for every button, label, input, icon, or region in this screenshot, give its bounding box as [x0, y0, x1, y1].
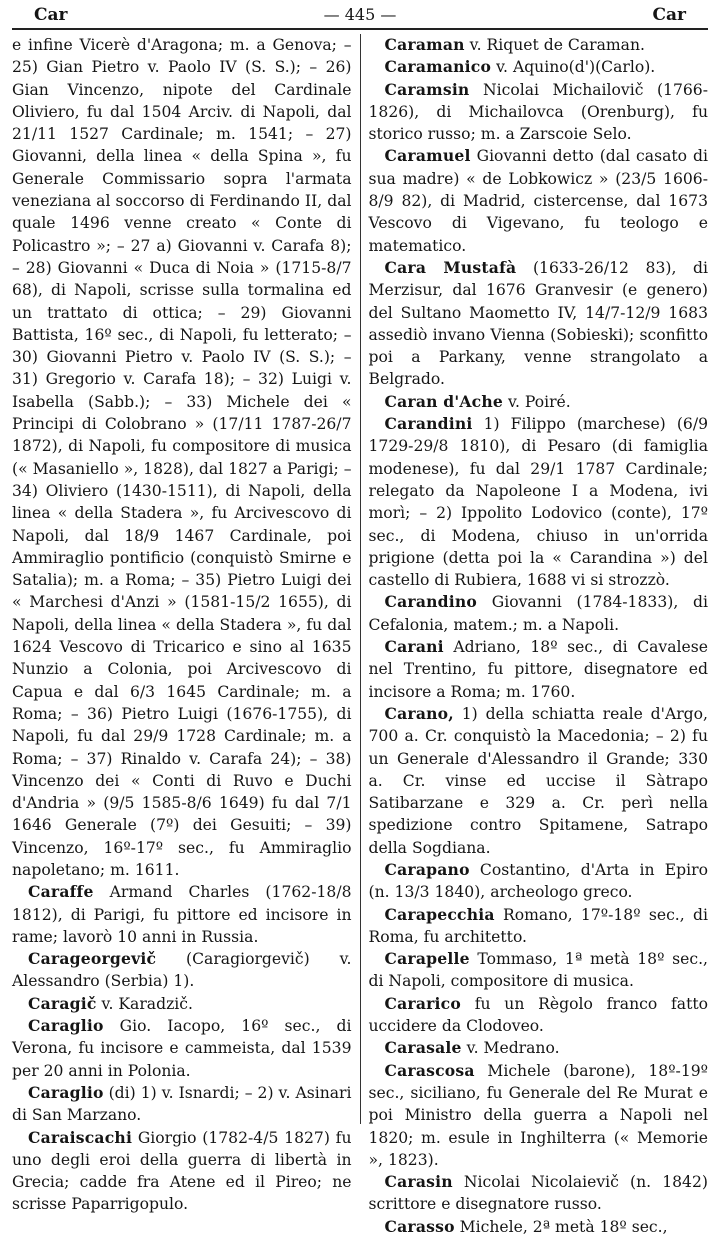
entry-headword: Carapelle	[384, 949, 470, 969]
entry-text: Adriano, 18º sec., di Cavalese nel Trentino, fu pittore, disegnatore ed incisore a Roma; m. 1760.	[368, 638, 708, 701]
header-left-keyword: Car	[34, 5, 68, 25]
entry-headword: Carapecchia	[384, 904, 495, 924]
entry-text: Gio. Iacopo, 16º sec., di Verona, fu incisore e cammeista, dal 1539 per 20 anni in Polonia.	[12, 1017, 352, 1080]
entry-headword: Caraiscachi	[28, 1127, 133, 1147]
entry-text: Costantino, d'Arta in Epiro (n. 13/3 1840), archeologo greco.	[368, 860, 708, 902]
dictionary-entry	[12, 993, 352, 1015]
dictionary-entry	[369, 413, 709, 591]
entry-headword: Carani	[384, 637, 444, 657]
entry-headword: Caraman	[384, 35, 465, 54]
entry-headword: Caramuel	[384, 146, 471, 166]
dictionary-entry	[369, 591, 709, 636]
dictionary-entry	[12, 34, 352, 881]
columns	[12, 34, 708, 1236]
entry-text: v. Karadzič.	[96, 994, 193, 1013]
entry-headword: Cararico	[384, 993, 461, 1013]
entry-text: 1) della schiatta reale d'Argo, 700 a. Cr. conquistò la Macedonia; – 2) fu un Generale d'Alessandro il Grande; 330 a. Cr. vinse ed uccise il Sàtrapo Satibarzane e 329 a. Cr. perì nella spedizione contro Spitamene, Satrapo della Sogdiana.	[368, 704, 708, 857]
entry-headword: Carageorgevič	[28, 949, 157, 969]
dictionary-entry	[369, 145, 709, 256]
entry-headword: Caraffe	[28, 882, 94, 902]
dictionary-entry	[369, 391, 709, 413]
entry-headword: Carasso	[384, 1216, 455, 1236]
entry-headword: Carano,	[384, 703, 454, 723]
dictionary-entry	[12, 1082, 352, 1127]
entry-text: Michele, 2ª metà 18º sec.,	[454, 1217, 668, 1236]
entry-headword: Carasin	[384, 1172, 453, 1192]
dictionary-entry	[369, 993, 709, 1038]
page-number: — 445 —	[323, 5, 397, 24]
entry-text: v. Medrano.	[461, 1039, 560, 1058]
dictionary-entry	[369, 703, 709, 859]
header-rule	[12, 28, 708, 30]
entry-text: Michele (barone), 18º-19º sec., siciliano, fu Generale del Re Murat e poi Ministro della guerra a Napoli nel 1820; m. esule in Inghilterra (« Memorie », 1823).	[368, 1061, 708, 1169]
entry-headword: Carasale	[384, 1038, 462, 1058]
dictionary-entry	[369, 56, 709, 78]
dictionary-entry	[369, 904, 709, 949]
entry-headword: Caramsin	[384, 79, 470, 99]
dictionary-entry	[369, 257, 709, 391]
entry-headword: Caraglio	[28, 1016, 104, 1036]
entry-headword: Carascosa	[384, 1060, 475, 1080]
dictionary-entry	[369, 1171, 709, 1216]
entry-text: (1633-26/12 83), di Merzisur, dal 1676 Granvesir (e genero) del Sultano Maometto IV, 14/7-12/9 1683 assediò invano Vienna (Sobieski); sconfitto poi a Parkany, venne strangolato a Belgrado.	[368, 258, 708, 389]
entry-text: v. Riquet de Caraman.	[464, 36, 645, 54]
entry-text: v. Poiré.	[503, 392, 571, 411]
entry-text: v. Aquino(d')(Carlo).	[491, 58, 656, 77]
dictionary-entry	[12, 948, 352, 993]
dictionary-entry	[12, 1015, 352, 1082]
dictionary-entry	[369, 859, 709, 904]
entry-text: Tommaso, 1ª metà 18º sec., di Napoli, compositore di musica.	[368, 950, 708, 991]
entry-text: Nicolai Nicolaievič (n. 1842) scrittore e disegnatore russo.	[368, 1173, 708, 1214]
dictionary-entry	[369, 1216, 709, 1238]
dictionary-entry	[369, 1037, 709, 1059]
dictionary-entry	[369, 1060, 709, 1171]
dictionary-entry	[12, 1127, 352, 1216]
dictionary-entry	[369, 636, 709, 703]
left-column	[12, 34, 360, 1214]
entry-headword: Caran d'Ache	[384, 391, 504, 411]
entry-headword: Carapano	[384, 859, 470, 879]
entry-text: fu un Règolo franco fatto uccidere da Clodoveo.	[368, 994, 708, 1036]
entry-headword: Caramanico	[384, 57, 492, 77]
page-header	[12, 4, 708, 26]
entry-text: (di) 1) v. Isnardi; – 2) v. Asinari di San Marzano.	[12, 1083, 352, 1125]
entry-text: Nicolai Michailovič (1766-1826), di Michailovca (Orenburg), fu storico russo; m. a Zarscoie Selo.	[368, 80, 708, 144]
dictionary-entry	[369, 948, 709, 993]
entry-headword: Caragič	[28, 993, 97, 1013]
entry-text: (Caragiorgevič) v. Alessandro (Serbia) 1).	[12, 950, 352, 991]
entry-text: Romano, 17º-18º sec., di Roma, fu architetto.	[368, 905, 708, 946]
entry-headword: Carandini	[384, 414, 473, 434]
dictionary-entry	[12, 881, 352, 948]
entry-text: 1) Filippo (marchese) (6/9 1729-29/8 1810), di Pesaro (di famiglia modenese), fu dal 29/1 1787 Cardinale; relegato da Napoleone I a Modena, ivi morì; – 2) Ippolito Lodovico (conte), 17º sec., di Modena, chiuso in un'orrida prigione (detta poi la « Carandina ») del castello di Rubiera, 1688 vi si strozzò.	[368, 415, 708, 590]
entry-headword: Carandino	[384, 592, 478, 612]
entry-text: Armand Charles (1762-18/8 1812), di Parigi, fu pittore ed incisore in rame; lavorò 10 anni in Russia.	[12, 883, 352, 946]
entry-text: e infine Vicerè d'Aragona; m. a Genova; – 25) Gian Pietro v. Paolo IV (S. S.); – 26) Gian Vincenzo, nipote del Cardinale Oliviero, fu dal 1504 Arciv. di Napoli, dal 21/11 1527 Cardinale; m. 1541; – 27) Giovanni, della linea « della Spina », fu Generale Commissario sopra l'armata veneziana al soccorso di Ferdinando II, dal quale 1496 venne creato « Conte di Policastro »; – 27 a) Giovanni v. Carafa 8); – 28) Giovanni « Duca di Noia » (1715-8/7 68), di Napoli, scrisse sulla tormalina ed un trattato di ottica; – 29) Giovanni Battista, 16º sec., di Napoli, fu letterato; – 30) Giovanni Pietro v. Paolo IV (S. S.); – 31) Gregorio v. Carafa 18); – 32) Luigi v. Isabella (Sabb.); – 33) Michele dei « Principi di Colobrano » (17/11 1787-26/7 1872), di Napoli, fu compositore di musica (« Masaniello », 1828), dal 1827 a Parigi; – 34) Oliviero (1430-1511), di Napoli, della linea « della Stadera », fu Arcivescovo di Napoli, dal 18/9 1467 Cardinale, poi Ammiraglio pontificio (conquistò Smirne e Satalia); m. a Roma; – 35) Pietro Luigi dei « Marchesi d'Anzi » (1581-15/2 1655), di Napoli, della linea « della Stadera », fu dal 1624 Vescovo di Tricarico e sino al 1635 Nunzio a Colonia, poi Arcivescovo di Capua e dal 6/3 1645 Cardinale; m. a Roma; – 36) Pietro Luigi (1676-1755), di Napoli, fu dal 29/9 1728 Cardinale; m. a Roma; – 37) Rinaldo v. Carafa 24); – 38) Vincenzo dei « Conti di Ruvo e Duchi d'Andria » (9/5 1585-8/6 1649) fu dal 7/1 1646 Generale (7º) dei Gesuiti; – 39) Vincenzo, 16º-17º sec., fu Ammiraglio napoletano; m. 1611.	[12, 36, 352, 879]
entry-headword: Caraglio	[28, 1082, 104, 1102]
entry-text: Giovanni detto (dal casato di sua madre) « de Lobkowicz » (23/5 1606-8/9 82), di Madrid, cistercense, dal 1673 Vescovo di Vigevano, fu teologo e matematico.	[368, 147, 708, 255]
dictionary-entry	[369, 79, 709, 146]
entry-text: Giorgio (1782-4/5 1827) fu uno degli eroi della guerra di libertà in Grecia; cadde fra Atene ed il Pireo; ne scrisse Paparrigopulo.	[12, 1128, 352, 1214]
dictionary-entry	[369, 34, 709, 56]
right-column	[361, 34, 709, 1236]
entry-headword: Cara Mustafà	[384, 257, 517, 277]
entry-text: Giovanni (1784-1833), di Cefalonia, matem.; m. a Napoli.	[368, 593, 708, 634]
header-right-keyword: Car	[652, 5, 686, 25]
